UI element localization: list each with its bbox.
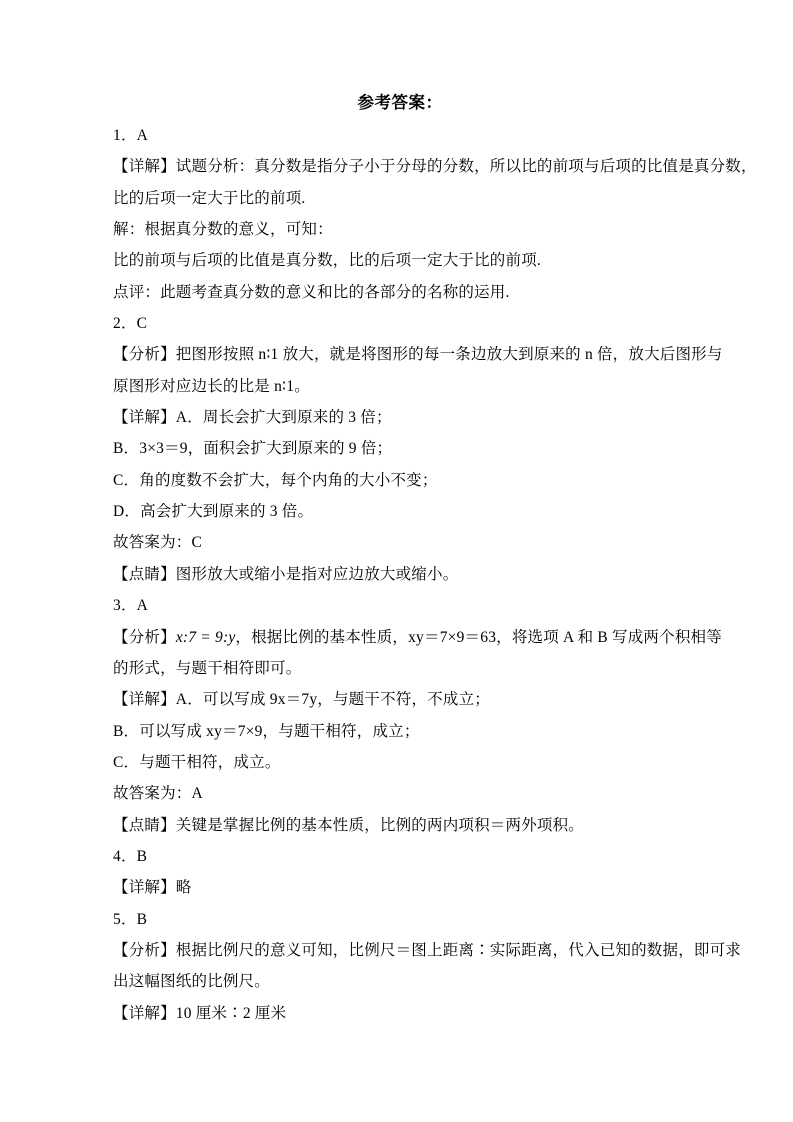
- answer-line: [113, 527, 687, 558]
- text-segment: 【点睛】关键是掌握比例的基本性质，比例的两内项积＝两外项积。: [113, 816, 585, 834]
- text-segment: 【详解】A．周长会扩大到原来的 3 倍；: [113, 409, 392, 427]
- answer-line: [113, 339, 723, 370]
- math-expression: x:7 = 9:y: [175, 628, 236, 646]
- answer-line: [113, 716, 687, 747]
- answer-line: [113, 998, 687, 1029]
- text-segment: 3．A: [113, 597, 149, 615]
- text-segment: 解：根据真分数的意义，可知：: [113, 221, 333, 239]
- text-segment: 故答案为：A: [113, 785, 203, 803]
- answer-line: [113, 496, 687, 527]
- text-segment: 1．A: [113, 127, 149, 144]
- answer-line: [113, 935, 742, 966]
- answer-lines: [113, 120, 757, 1029]
- text-segment: ，根据比例的基本性质，xy＝7×9＝63，将选项 A 和 B 写成两个积相等: [235, 628, 722, 646]
- text-segment: 【详解】10 厘米∶2 厘米: [113, 1004, 287, 1022]
- answer-line: [113, 841, 687, 872]
- text-segment: D．高会扩大到原来的 3 倍。: [113, 503, 314, 521]
- text-segment: 【分析】把图形按照 n∶1 放大，就是将图形的每一条边放大到原来的 n 倍，放大后图形与: [113, 346, 723, 364]
- text-segment: 【详解】A．可以写成 9x＝7y，与题干不符，不成立；: [113, 691, 490, 709]
- document-content: [113, 86, 757, 1029]
- text-segment: 的形式，与题干相符即可。: [113, 659, 302, 677]
- answer-line: [113, 183, 687, 214]
- answer-line: [113, 904, 687, 935]
- text-segment: 【详解】试题分析：真分数是指分子小于分母的分数，所以比的前项与后项的比值是真分数，: [113, 158, 757, 176]
- text-segment: 比的后项一定大于比的前项.: [113, 189, 306, 207]
- text-segment: 出这幅图纸的比例尺。: [113, 973, 271, 991]
- answer-line: [113, 371, 687, 402]
- answer-line: [113, 465, 687, 496]
- answer-line: [113, 622, 722, 653]
- text-segment: C．与题干相符，成立。: [113, 753, 281, 771]
- page-title: 参考答案：: [357, 93, 443, 112]
- text-segment: 点评：此题考查真分数的意义和比的各部分的名称的运用.: [113, 283, 510, 301]
- text-segment: B．可以写成 xy＝7×9，与题干相符，成立；: [113, 722, 420, 740]
- answer-line: [113, 966, 687, 997]
- text-segment: 2．C: [113, 315, 148, 333]
- text-segment: 4．B: [113, 847, 148, 865]
- answer-line: [113, 120, 687, 151]
- answer-line: [113, 214, 687, 245]
- answer-line: [113, 778, 687, 809]
- answer-line: [113, 308, 687, 339]
- answer-line: [113, 245, 687, 276]
- text-segment: 比的前项与后项的比值是真分数，比的后项一定大于比的前项.: [113, 252, 541, 270]
- answer-line: [113, 872, 687, 903]
- answer-line: [113, 684, 687, 715]
- text-segment: 故答案为：C: [113, 534, 203, 552]
- answer-line: [113, 402, 687, 433]
- answer-line: [113, 559, 687, 590]
- answer-line: [113, 810, 687, 841]
- text-segment: C．角的度数不会扩大，每个内角的大小不变；: [113, 471, 438, 489]
- text-segment: 【详解】略: [113, 879, 192, 897]
- answer-line: [113, 653, 687, 684]
- text-segment: 原图形对应边长的比是 n∶1。: [113, 377, 310, 395]
- answer-line: [113, 433, 687, 464]
- text-segment: 【分析】根据比例尺的意义可知，比例尺＝图上距离∶实际距离，代入已知的数据，即可求: [113, 941, 742, 959]
- text-segment: 【点睛】图形放大或缩小是指对应边放大或缩小。: [113, 565, 459, 583]
- answer-line: [113, 151, 757, 182]
- answer-line: [113, 747, 687, 778]
- text-segment: 5．B: [113, 910, 148, 928]
- answer-line: [113, 277, 687, 308]
- text-segment: 【分析】: [113, 628, 176, 646]
- text-segment: B．3×3＝9，面积会扩大到原来的 9 倍；: [113, 440, 393, 458]
- answer-line: [113, 590, 687, 621]
